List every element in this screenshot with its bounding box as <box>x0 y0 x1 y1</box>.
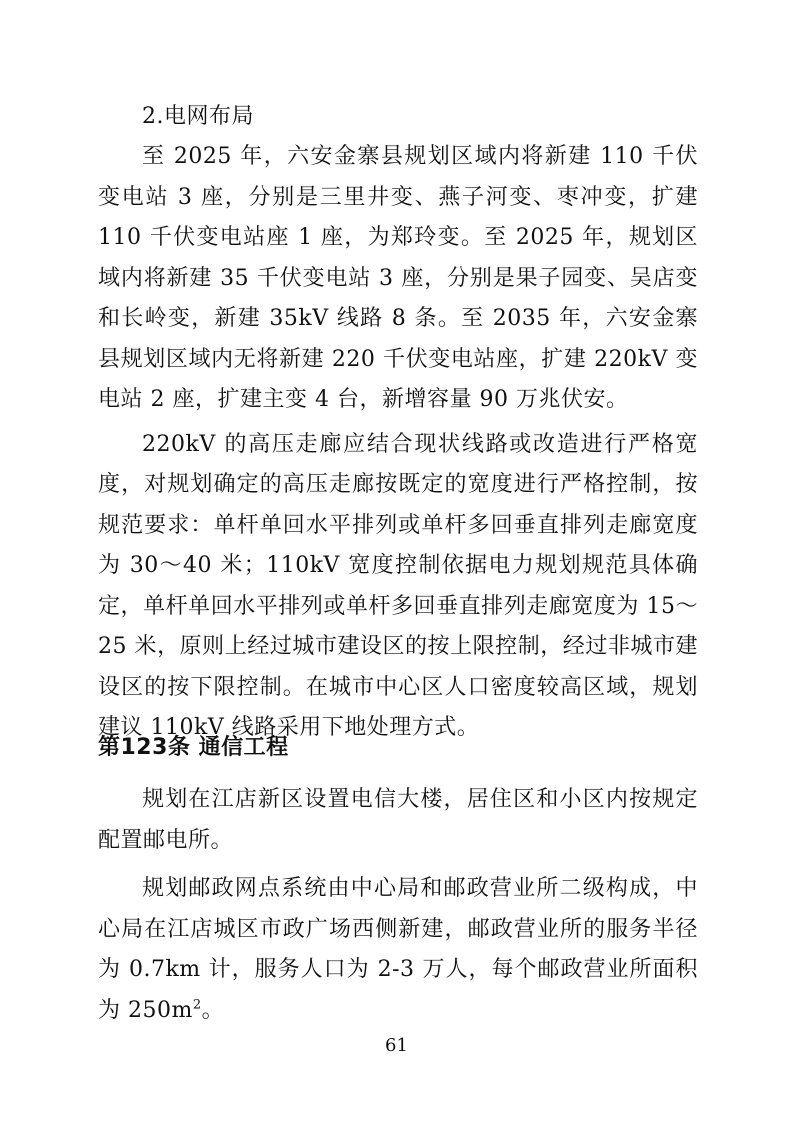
area-unit-superscript: 2 <box>192 997 202 1013</box>
paragraph-high-voltage-corridor: 220kV 的高压走廊应结合现状线路或改造进行严格宽度，对规划确定的高压走廊按既定的宽度进行严格控制，按规范要求：单杆单回水平排列或单杆多回垂直排列走廊宽度为 30～40 米；110kV 宽度控制依据电力规划规范具体确定，单杆单回水平排列或单杆多回垂直排列走廊宽度为 15～25 米，原则上经过城市建设区的按上限控制，经过非城市建设区的按下限控制。在城市中心区人口密度较高区域，规划建议 110kV 线路采用下地处理方式。 <box>98 431 698 740</box>
section-title-block <box>98 97 698 138</box>
article-body <box>98 780 698 1031</box>
page-number: 61 <box>385 1035 408 1056</box>
postal-network-text: 规划邮政网点系统由中心局和邮政营业所二级构成，中心局在江店城区市政广场西侧新建，邮政营业所的服务半径为 0.7km 计，服务人口为 2-3 万人，每个邮政营业所面积为 250m <box>98 876 698 1023</box>
paragraph-end-punctuation: 。 <box>201 997 225 1023</box>
paragraph-power-grid-plan: 至 2025 年，六安金寨县规划区域内将新建 110 千伏变电站 3 座，分别是三里井变、燕子河变、枣冲变，扩建 110 千伏变电站座 1 座，为郑玲变。至 2025 年，规划区域内将新建 35 千伏变电站 3 座，分别是果子园变、吴店变和长岭变，新建 35kV 线路 8 条。至 2035 年，六安金寨县规划区域内无将新建 220 千伏变电站座，扩建 220kV 变电站 2 座，扩建主变 4 台，新增容量 90 万兆伏安。 <box>98 144 698 412</box>
paragraph-postal-network <box>98 869 698 1031</box>
paragraph-telecom-building: 规划在江店新区设置电信大楼，居住区和小区内按规定配置邮电所。 <box>98 787 698 853</box>
section-title: 2.电网布局 <box>142 104 254 129</box>
section-body <box>98 137 698 749</box>
article-heading: 第123条 通信工程 <box>98 735 289 760</box>
